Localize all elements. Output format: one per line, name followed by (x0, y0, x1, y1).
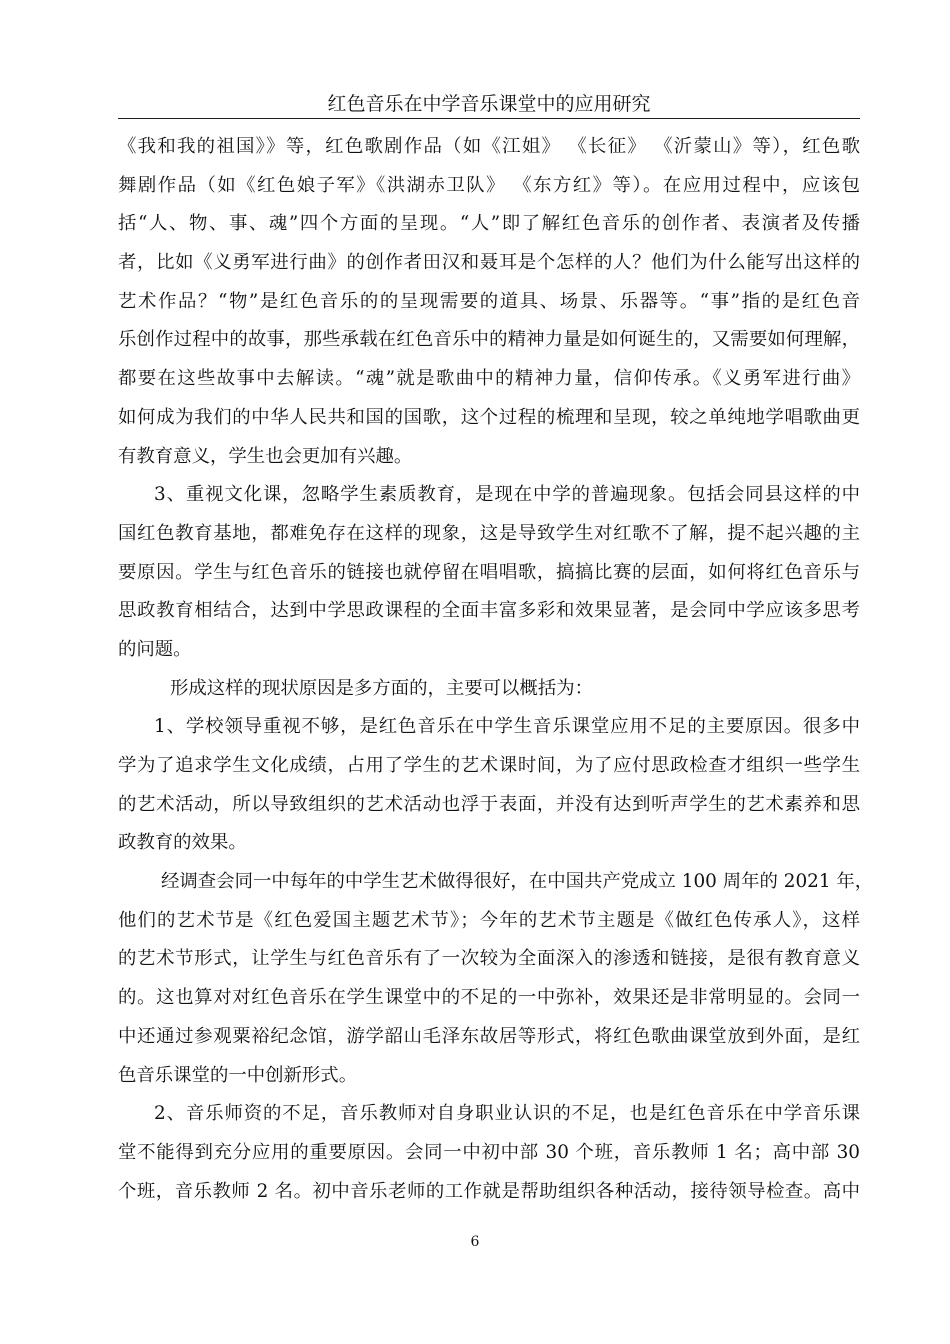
page-number: 6 (470, 1234, 480, 1250)
text-line: 1、学校领导重视不够，是红色音乐在中学生音乐课堂应用不足的主要原因。很多中 (154, 716, 860, 738)
text-line: 有教育意义，学生也会更加有兴趣。 (118, 445, 413, 467)
text-line: 的艺术活动，所以导致组织的艺术活动也浮于表面，并没有达到听声学生的艺术素养和思 (118, 793, 860, 815)
text-line: 形成这样的现状原因是多方面的，主要可以概括为： (170, 677, 593, 699)
text-line: 都要在这些故事中去解读。“魂”就是歌曲中的精神力量，信仰传承。《义勇军进行曲》 (118, 368, 860, 390)
text-line: 要原因。学生与红色音乐的链接也就停留在唱唱歌，搞搞比赛的层面，如何将红色音乐与 (118, 561, 860, 583)
text-line: 政教育的效果。 (118, 832, 247, 854)
text-line: 的问题。 (118, 638, 192, 660)
text-line: 3、重视文化课，忽略学生素质教育，是现在中学的普遍现象。包括会同县这样的中 (154, 484, 860, 506)
text-line: 艺术作品？“物”是红色音乐的的呈现需要的道具、场景、乐器等。“事”指的是红色音 (118, 290, 860, 312)
text-line: 括“人、物、事、魂”四个方面的呈现。“人”即了解红色音乐的创作者、表演者及传播 (118, 213, 860, 235)
header-divider (118, 118, 860, 119)
text-line: 舞剧作品（如《红色娘子军》《洪湖赤卫队》 《东方红》等）。在应用过程中，应该包 (118, 174, 860, 196)
text-line: 如何成为我们的中华人民共和国的国歌，这个过程的梳理和呈现，较之单纯地学唱歌曲更 (118, 406, 860, 428)
text-line: 乐创作过程中的故事，那些承载在红色音乐中的精神力量是如何诞生的，又需要如何理解， (118, 329, 860, 351)
text-line: 色音乐课堂的一中创新形式。 (118, 1064, 358, 1086)
text-line: 的艺术节形式，让学生与红色音乐有了一次较为全面深入的渗透和链接，是很有教育意义 (118, 948, 860, 970)
text-line: 的。这也算对对红色音乐在学生课堂中的不足的一中弥补，效果还是非常明显的。会同一 (118, 987, 860, 1009)
text-line: 2、音乐师资的不足，音乐教师对自身职业认识的不足，也是红色音乐在中学音乐课 (154, 1103, 860, 1125)
text-line: 中还通过参观粟裕纪念馆，游学韶山毛泽东故居等形式，将红色歌曲课堂放到外面，是红 (118, 1025, 860, 1047)
text-line: 学为了追求学生文化成绩，占用了学生的艺术课时间，为了应付思政检查才组织一些学生 (118, 755, 860, 776)
text-line: 堂不能得到充分应用的重要原因。会同一中初中部 30 个班，音乐教师 1 名；高中部 30 (118, 1141, 860, 1163)
text-line: 国红色教育基地，都难免存在这样的现象，这是导致学生对红歌不了解，提不起兴趣的主 (118, 522, 860, 544)
text-line: 他们的艺术节是《红色爱国主题艺术节》；今年的艺术节主题是《做红色传承人》，这样 (118, 909, 860, 931)
text-line: 《我和我的祖国》》等，红色歌剧作品（如《江姐》 《长征》 《沂蒙山》等），红色歌 (118, 136, 860, 157)
text-line: 经调查会同一中每年的中学生艺术做得很好，在中国共产党成立 100 周年的 2021 年， (161, 871, 874, 893)
running-header-title: 红色音乐在中学音乐课堂中的应用研究 (327, 93, 651, 115)
text-line: 个班，音乐教师 2 名。初中音乐老师的工作就是帮助组织各种活动，接待领导检查。高中 (118, 1180, 860, 1202)
text-line: 者，比如《义勇军进行曲》的创作者田汉和聂耳是个怎样的人？他们为什么能写出这样的 (118, 252, 860, 274)
text-line: 思政教育相结合，达到中学思政课程的全面丰富多彩和效果显著，是会同中学应该多思考 (118, 600, 860, 622)
body-text (118, 128, 874, 1211)
